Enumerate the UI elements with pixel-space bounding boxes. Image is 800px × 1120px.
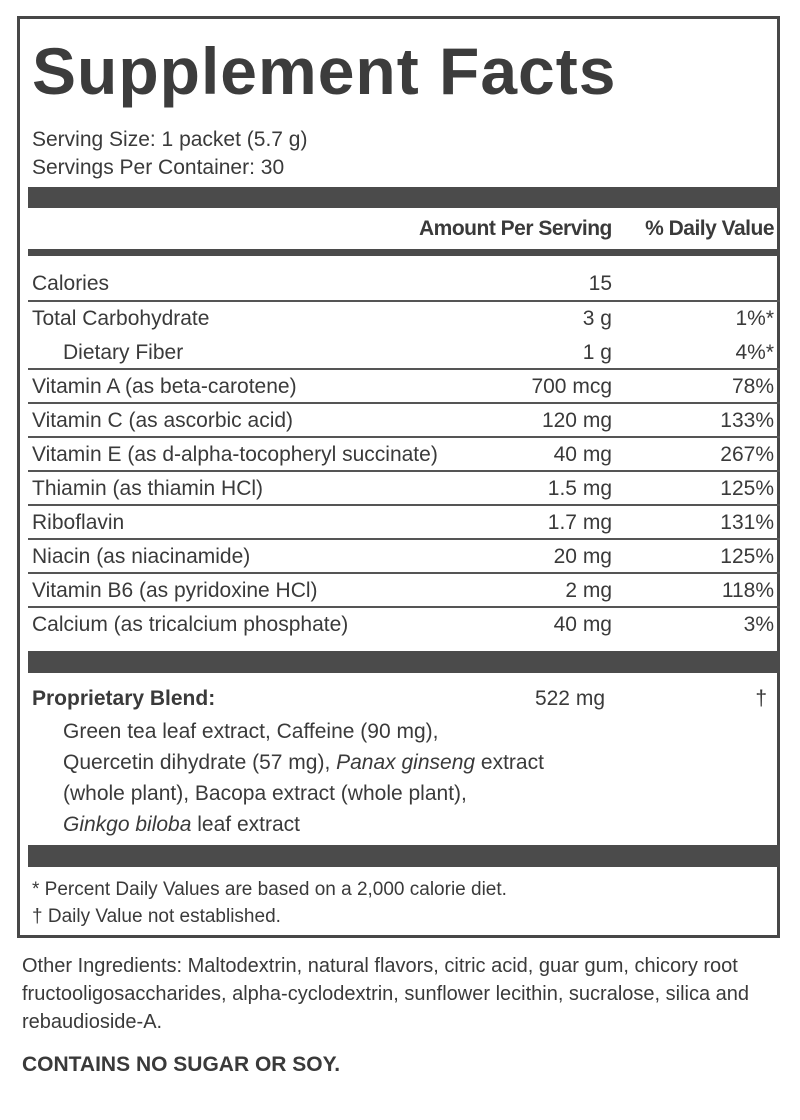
nutrient-row-riboflavin [28,506,780,540]
blend-ingredients-text: extract [475,751,544,774]
thick-divider-middle [28,651,780,673]
nutrient-row-thiamin [28,472,780,506]
nutrient-daily-value: 3% [743,613,774,636]
nutrient-name: Vitamin B6 (as pyridoxine HCl) [32,579,318,602]
proprietary-blend-amount: 522 mg [534,687,605,710]
nutrient-amount: 2 mg [565,579,612,602]
proprietary-blend-dagger: † [755,687,767,710]
nutrient-name: Calories [32,272,110,295]
nutrient-name: Vitamin A (as beta-carotene) [32,375,297,398]
nutrient-amount: 1.7 mg [547,511,612,534]
servings-per-container: Servings Per Container: 30 [32,156,285,179]
thick-divider-bottom [28,845,780,867]
nutrient-daily-value: 131% [720,511,774,534]
nutrient-name: Total Carbohydrate [32,307,210,330]
proprietary-blend-ingredients [63,716,703,840]
blend-ingredients-line-3: (whole plant), Bacopa extract (whole plant), [63,782,467,805]
footnote-percent-daily: * Percent Daily Values are based on a 2,000 calorie diet. [32,879,507,900]
ginkgo-biloba-italic: Ginkgo biloba [63,813,192,836]
nutrient-daily-value: 125% [720,477,774,500]
nutrient-row-vitamin-a [28,370,780,404]
nutrient-amount: 120 mg [541,409,612,432]
blend-ingredients-text: leaf extract [191,813,300,836]
panax-ginseng-italic: Panax ginseng [336,751,476,774]
nutrient-daily-value: 1%* [735,307,774,330]
nutrient-row-dietary-fiber [28,336,780,370]
proprietary-blend-name: Proprietary Blend: [32,687,216,710]
nutrient-row-vitamin-e [28,438,780,472]
footnote-dagger: † Daily Value not established. [32,906,281,927]
blend-ingredients-text: Quercetin dihydrate (57 mg), [63,751,337,774]
nutrient-amount: 40 mg [553,613,612,636]
nutrient-amount: 1 g [582,341,612,364]
nutrient-daily-value: 125% [720,545,774,568]
nutrient-name: Vitamin E (as d-alpha-tocopheryl succinate) [32,443,438,466]
nutrient-amount: 40 mg [553,443,612,466]
nutrient-daily-value: 133% [720,409,774,432]
nutrient-daily-value: 118% [721,579,774,602]
nutrient-row-total-carbohydrate [28,302,780,336]
nutrient-amount: 1.5 mg [547,477,612,500]
nutrient-name: Riboflavin [32,511,125,534]
nutrient-name: Dietary Fiber [63,341,184,364]
allergen-statement: CONTAINS NO SUGAR OR SOY. [22,1053,341,1076]
daily-value-header: % Daily Value [645,217,774,240]
nutrient-name: Thiamin (as thiamin HCl) [32,477,264,500]
nutrient-amount: 3 g [582,307,612,330]
nutrient-name: Niacin (as niacinamide) [32,545,251,568]
other-ingredients: Other Ingredients: Maltodextrin, natural flavors, citric acid, guar gum, chicory root fructooligosaccharides, alpha-cyclodextrin, sunflower lecithin, sucralose, silica and rebaudioside-A. [22,955,750,1033]
nutrient-daily-value: 78% [731,375,774,398]
nutrient-row-vitamin-b6 [28,574,780,608]
serving-size: Serving Size: 1 packet (5.7 g) [32,128,308,151]
nutrient-row-calories [28,267,780,301]
thick-divider-top [28,187,780,208]
medium-divider [28,249,780,256]
nutrient-daily-value: 4%* [735,341,774,364]
nutrient-name: Vitamin C (as ascorbic acid) [32,409,294,432]
nutrient-row-calcium [28,608,780,642]
nutrient-amount: 15 [588,272,612,295]
supplement-facts-panel [17,16,780,938]
nutrient-daily-value: 267% [720,443,774,466]
panel-title: Supplement Facts [32,34,617,108]
nutrient-amount: 20 mg [553,545,612,568]
nutrient-name: Calcium (as tricalcium phosphate) [32,613,349,636]
nutrient-row-niacin [28,540,780,574]
amount-per-serving-header: Amount Per Serving [419,217,612,240]
nutrient-amount: 700 mcg [531,375,612,398]
nutrient-row-vitamin-c [28,404,780,438]
blend-ingredients-line-1: Green tea leaf extract, Caffeine (90 mg), [63,720,439,743]
